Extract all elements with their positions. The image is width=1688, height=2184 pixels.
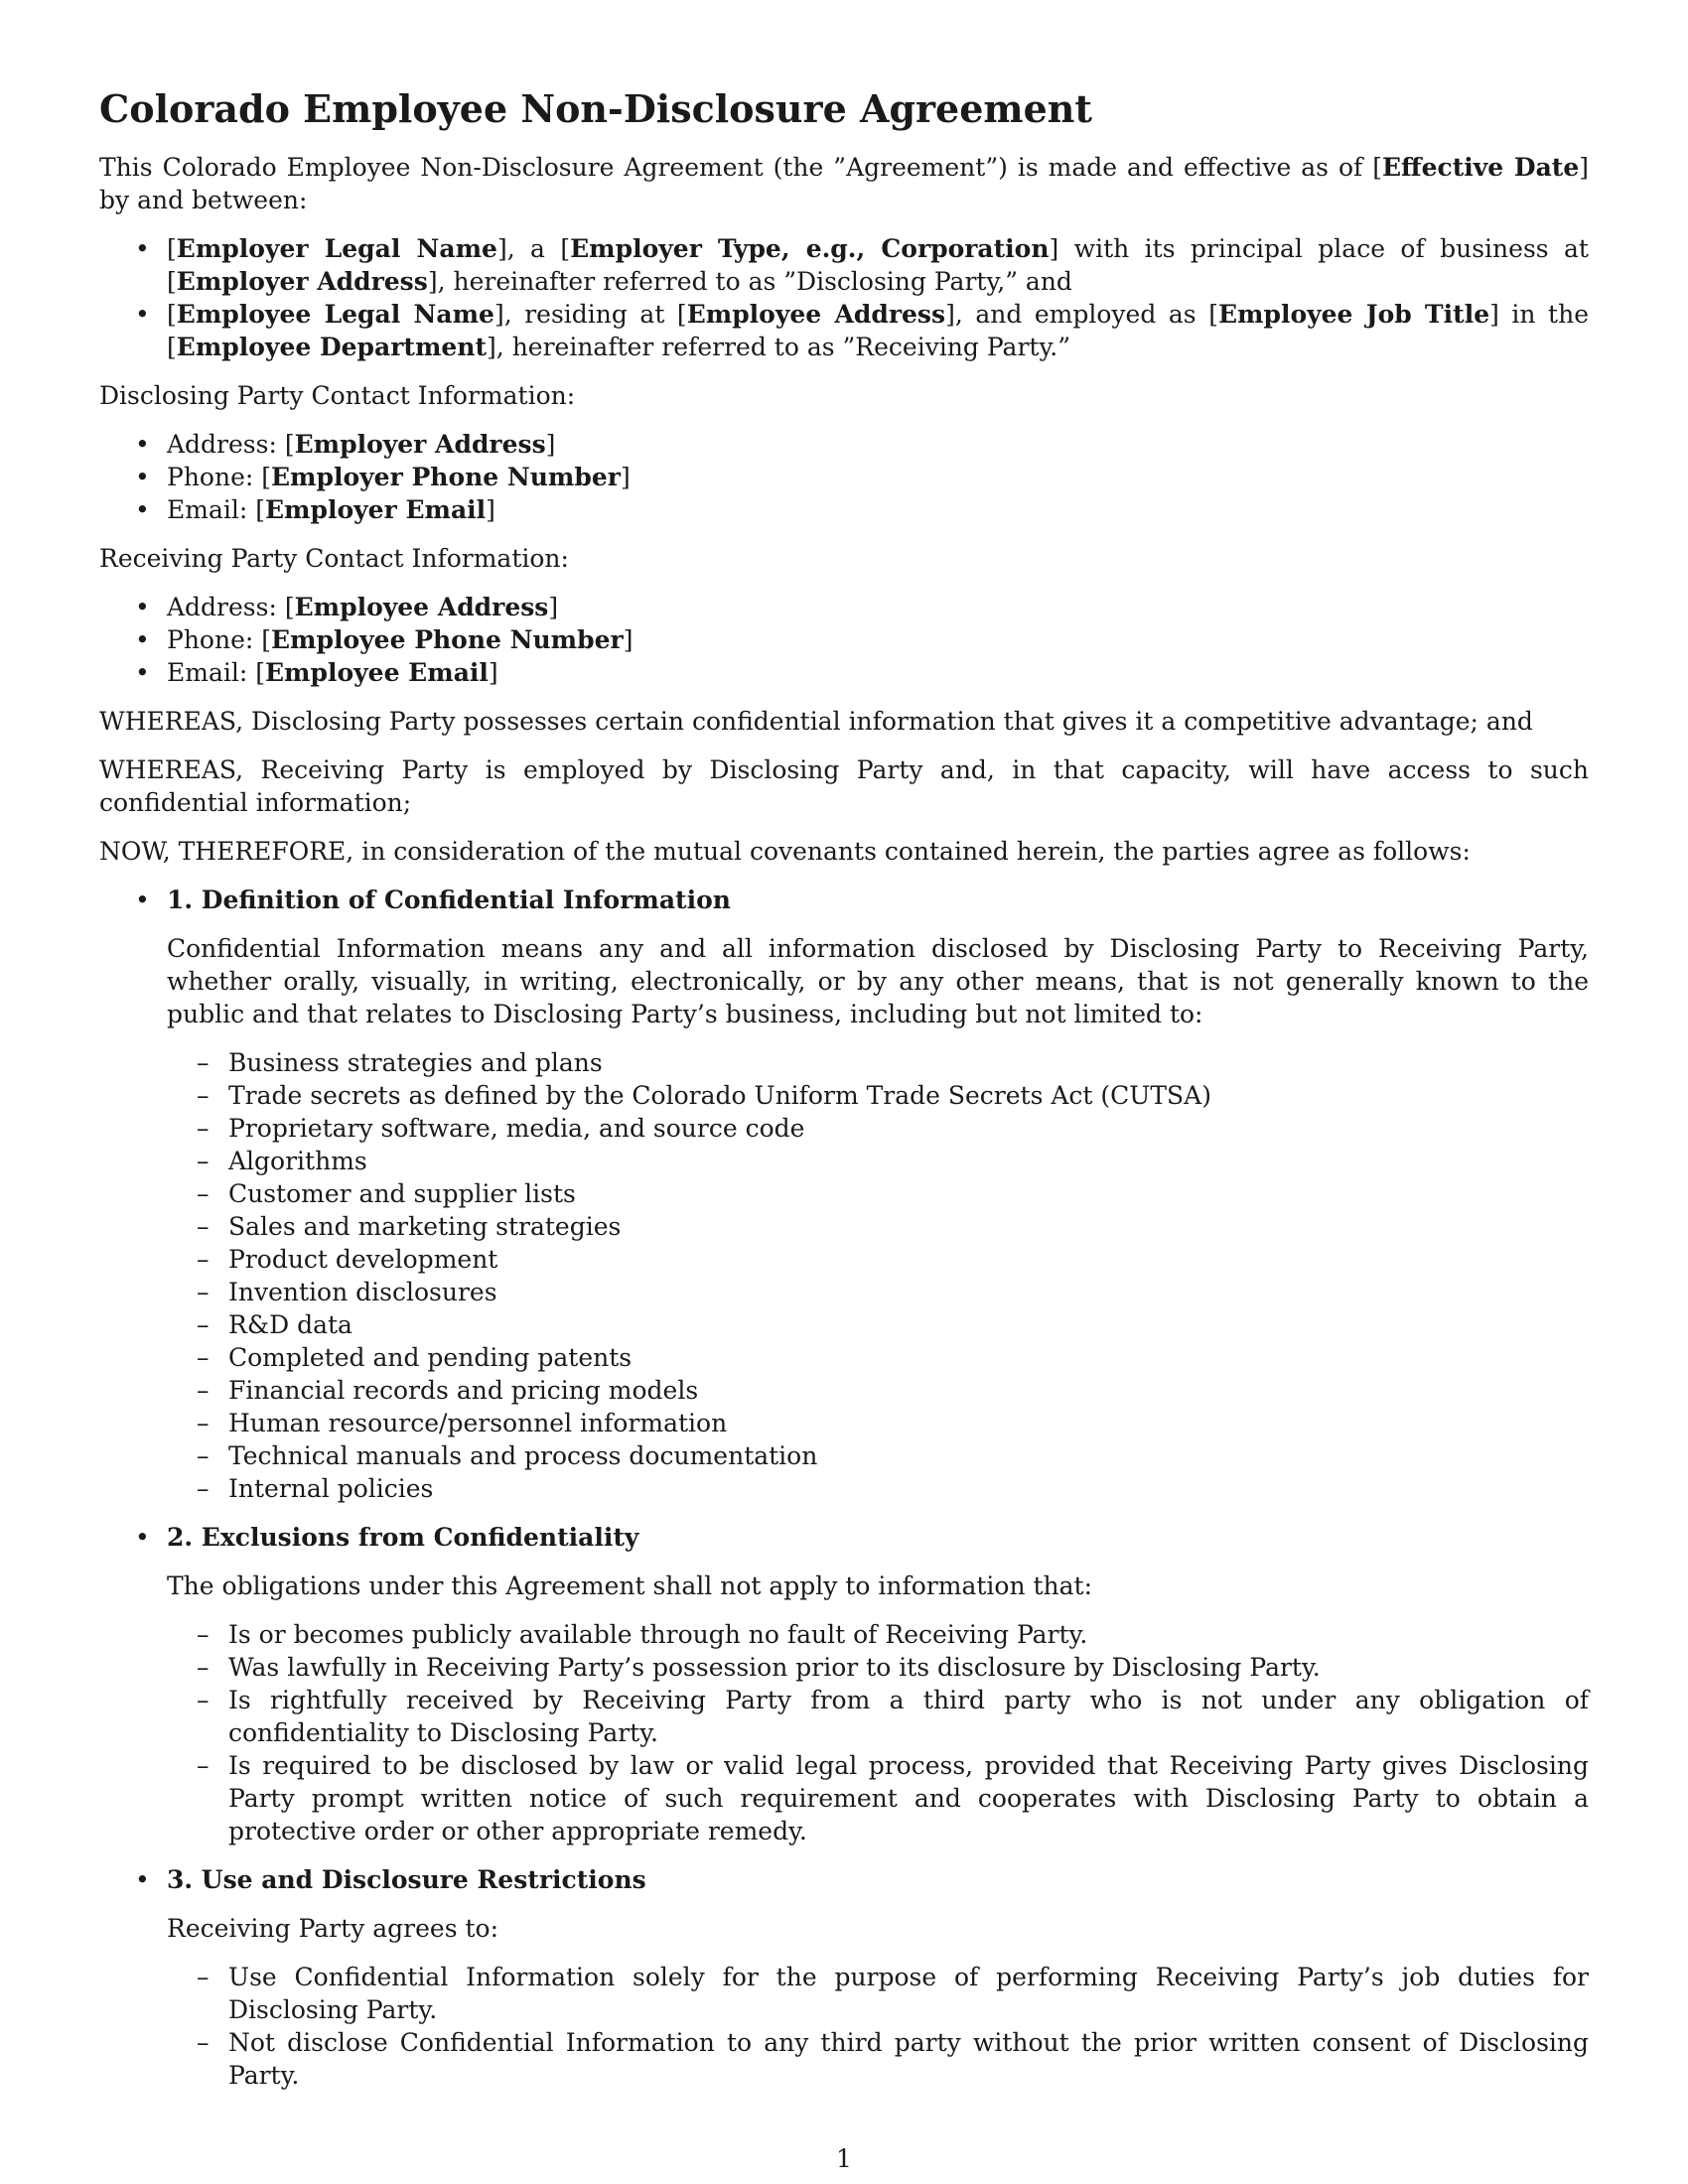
list-item: – Is or becomes publicly available through no fault of Receiving Party. bbox=[167, 1618, 1589, 1651]
section-3 bbox=[99, 1863, 1589, 2092]
section-body: The obligations under this Agreement shall not apply to information that: bbox=[167, 1571, 1093, 1600]
list-item: – Trade secrets as defined by the Colorado Uniform Trade Secrets Act (CUTSA) bbox=[167, 1079, 1589, 1112]
contact-item bbox=[99, 656, 1589, 689]
intro-paragraph bbox=[99, 151, 1589, 216]
party-employee bbox=[99, 298, 1589, 363]
disclosing-contact-heading: Disclosing Party Contact Information: bbox=[99, 381, 576, 410]
section-1 bbox=[99, 884, 1589, 1505]
list-item: – Was lawfully in Receiving Party’s possession prior to its disclosure by Disclosing Party. bbox=[167, 1651, 1589, 1684]
section-2 bbox=[99, 1521, 1589, 1847]
contact-value: Employer Email bbox=[264, 495, 487, 524]
contact-close: ] bbox=[548, 593, 559, 621]
contact-value: Employer Address bbox=[294, 430, 546, 459]
contact-label: Phone: [ bbox=[167, 463, 271, 491]
list-item: – Sales and marketing strategies bbox=[167, 1210, 1589, 1243]
contact-value: Employee Phone Number bbox=[271, 625, 624, 654]
employee-job-title-placeholder: Employee Job Title bbox=[1217, 300, 1490, 329]
receiving-contact-list bbox=[99, 591, 1589, 689]
contact-item bbox=[99, 461, 1589, 493]
page-number: 1 bbox=[836, 2144, 852, 2173]
parties-list bbox=[99, 232, 1589, 363]
section-title: • 1. Definition of Confidential Information bbox=[167, 886, 731, 914]
employer-legal-name-placeholder: Employer Legal Name bbox=[176, 234, 497, 263]
list-item: – Internal policies bbox=[167, 1472, 1589, 1505]
list-item: – Human resource/personnel information bbox=[167, 1407, 1589, 1439]
recital-paragraph: WHEREAS, Receiving Party is employed by Disclosing Party and, in that capacity, will have access to such confidential information; bbox=[99, 755, 1589, 817]
list-item: – R&D data bbox=[167, 1308, 1589, 1341]
contact-close: ] bbox=[620, 463, 631, 491]
list-item: – Customer and supplier lists bbox=[167, 1177, 1589, 1210]
employee-address-placeholder: Employee Address bbox=[686, 300, 946, 329]
list-item: – Not disclose Confidential Information to any third party without the prior written consent of Disclosing Party. bbox=[167, 2026, 1589, 2092]
recital-paragraph: NOW, THEREFORE, in consideration of the mutual covenants contained herein, the parties agree as follows: bbox=[99, 837, 1471, 866]
party-text: ] with its principal place of business at [ bbox=[167, 234, 1589, 296]
section-items bbox=[167, 1961, 1589, 2092]
party-text: ], a [ bbox=[496, 234, 571, 263]
contact-label: Email: [ bbox=[167, 658, 265, 687]
contact-item bbox=[99, 428, 1589, 461]
list-item: – Is rightfully received by Receiving Party from a third party who is not under any obligation of confidentiality to Disclosing Party. bbox=[167, 1684, 1589, 1749]
party-text: ] in the [ bbox=[167, 300, 1589, 361]
list-item: – Product development bbox=[167, 1243, 1589, 1276]
section-title: • 3. Use and Disclosure Restrictions bbox=[167, 1865, 646, 1894]
list-item: – Use Confidential Information solely for the purpose of performing Receiving Party’s job duties for Disclosing Party. bbox=[167, 1961, 1589, 2026]
contact-label: Address: [ bbox=[167, 430, 295, 459]
list-item: – Algorithms bbox=[167, 1145, 1589, 1177]
list-item: – Financial records and pricing models bbox=[167, 1374, 1589, 1407]
party-text: ], hereinafter referred to as ”Disclosing Party,” and bbox=[427, 267, 1072, 296]
section-body: Receiving Party agrees to: bbox=[167, 1914, 498, 1943]
party-employer bbox=[99, 232, 1589, 298]
party-text: ], hereinafter referred to as ”Receiving Party.” bbox=[487, 333, 1070, 361]
effective-date-placeholder: Effective Date bbox=[1382, 153, 1580, 182]
disclosing-contact-list bbox=[99, 428, 1589, 526]
section-title: • 2. Exclusions from Confidentiality bbox=[167, 1523, 639, 1552]
contact-value: Employer Phone Number bbox=[271, 463, 621, 491]
employer-type-placeholder: Employer Type, e.g., Corporation bbox=[570, 234, 1050, 263]
employer-address-placeholder: Employer Address bbox=[176, 267, 428, 296]
contact-value: Employee Email bbox=[264, 658, 489, 687]
intro-text-before: This Colorado Employee Non-Disclosure Agreement (the ”Agreement”) is made and effective as of [ bbox=[99, 153, 1382, 182]
contact-value: Employee Address bbox=[294, 593, 549, 621]
list-item: – Is required to be disclosed by law or valid legal process, provided that Receiving Party gives Disclosing Party prompt written notice of such requirement and cooperates with Disclosing Party to obtain a protective order or other appropriate remedy. bbox=[167, 1749, 1589, 1847]
document-content bbox=[99, 85, 1589, 2108]
party-text: [ bbox=[167, 234, 177, 263]
list-item: – Invention disclosures bbox=[167, 1276, 1589, 1308]
party-text: ], and employed as [ bbox=[945, 300, 1218, 329]
contact-close: ] bbox=[623, 625, 633, 654]
list-item: – Proprietary software, media, and source code bbox=[167, 1112, 1589, 1145]
employee-department-placeholder: Employee Department bbox=[176, 333, 488, 361]
list-item: – Business strategies and plans bbox=[167, 1046, 1589, 1079]
section-items bbox=[167, 1618, 1589, 1847]
contact-close: ] bbox=[488, 658, 498, 687]
contact-label: Email: [ bbox=[167, 495, 265, 524]
recital-paragraph: WHEREAS, Disclosing Party possesses certain confidential information that gives it a competitive advantage; and bbox=[99, 707, 1533, 736]
section-body: Confidential Information means any and all information disclosed by Disclosing Party to Receiving Party, whether orally, visually, in writing, electronically, or by any other means, that is not generally known to the public and that relates to Disclosing Party’s business, including but not limited to: bbox=[167, 934, 1589, 1028]
party-text: [ bbox=[167, 300, 177, 329]
intro-text-after: ] by and between: bbox=[99, 153, 1590, 214]
contact-item bbox=[99, 591, 1589, 623]
employee-legal-name-placeholder: Employee Legal Name bbox=[176, 300, 494, 329]
contact-close: ] bbox=[486, 495, 495, 524]
sections-list bbox=[99, 884, 1589, 2092]
contact-close: ] bbox=[545, 430, 556, 459]
receiving-contact-heading: Receiving Party Contact Information: bbox=[99, 544, 569, 573]
list-item: – Completed and pending patents bbox=[167, 1341, 1589, 1374]
contact-item bbox=[99, 493, 1589, 526]
contact-label: Address: [ bbox=[167, 593, 295, 621]
section-items bbox=[167, 1046, 1589, 1505]
contact-label: Phone: [ bbox=[167, 625, 271, 654]
party-text: ], residing at [ bbox=[493, 300, 687, 329]
contact-item bbox=[99, 623, 1589, 656]
document-title: Colorado Employee Non-Disclosure Agreement bbox=[99, 86, 1092, 131]
list-item: – Technical manuals and process documentation bbox=[167, 1439, 1589, 1472]
